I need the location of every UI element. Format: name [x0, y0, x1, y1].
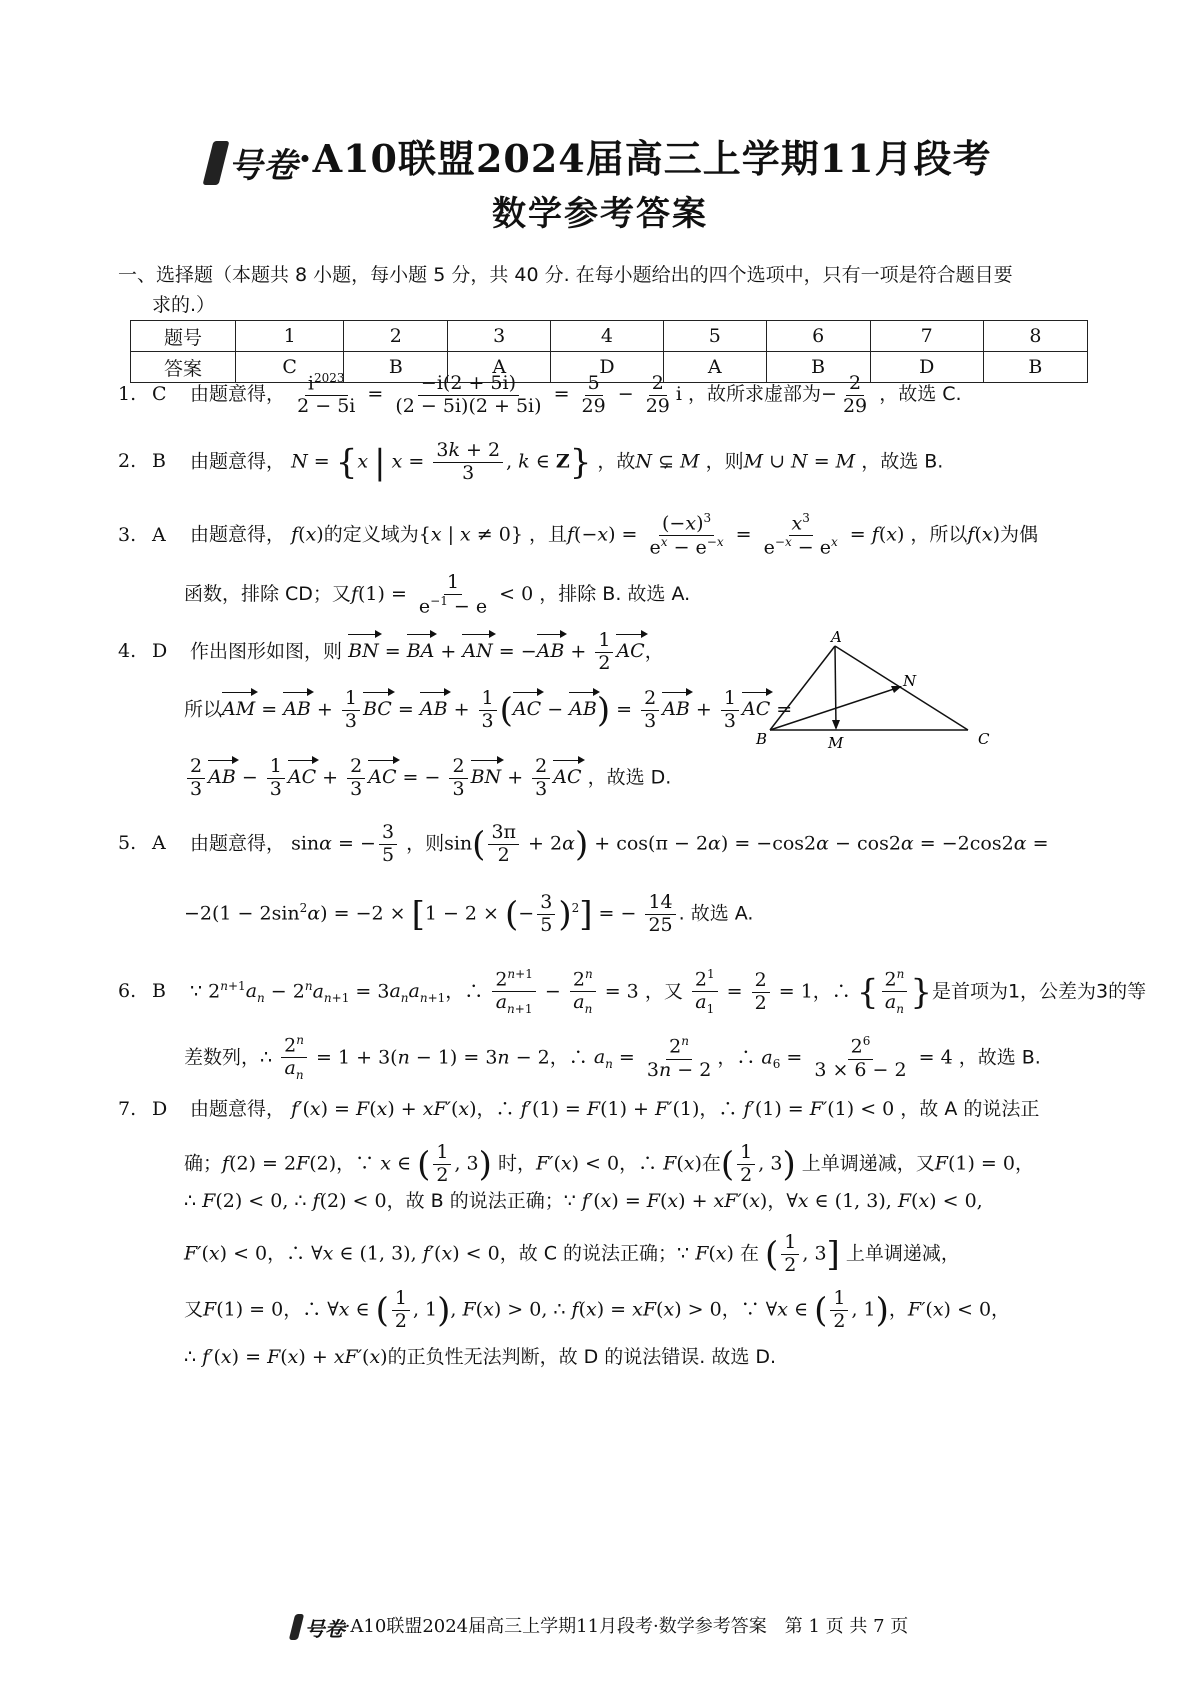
answer-cell: D [550, 352, 663, 383]
answer-cell: A [663, 352, 766, 383]
question-row-label: 题号 [131, 321, 236, 352]
section-heading: 一、选择题（本题共 8 小题，每小题 5 分，共 40 分. 在每小题给出的四个选项中，只有一项是符合题目要 求的.） [118, 264, 1013, 316]
label-b: B [756, 730, 768, 748]
solution-3-line-1: 3. A 由题意得， f(x)的定义域为{x | x ≠ 0} ，且f(−x) = $\frac{(-x)^3}{e^x - e^{-x}}$ = $\frac{x^3}{e^{-x} - e^x}$ = f(x) ，所以f(x)为偶 [118, 511, 1039, 559]
solution-7-line-1: 7. D 由题意得， f′(x) = F(x) + xF′(x)，∴ f′(1) = F(1) + F′(1)，∴ f′(1) = F′(1) < 0 ，故 A 的说法正 [118, 1098, 1040, 1120]
label-a: A [831, 630, 842, 646]
solution-7-line-5: 又F(1) = 0，∴ ∀x ∈ ( $\frac{1}{2}$ , 1), F(x) > 0, ∴ f(x) = xF(x) > 0，∵ ∀x ∈ ( $\frac{1}{2}$ , 1)，F′(x) < 0， [184, 1287, 1011, 1332]
question-cell: 1 [236, 321, 344, 352]
label-n: N [903, 672, 917, 690]
solution-7-line-6: ∴ f′(x) = F(x) + xF′(x)的正负性无法判断，故 D 的说法错误. 故选 D. [184, 1346, 777, 1368]
answer-cell: D [870, 352, 983, 383]
brand-logo: 号卷 [208, 138, 298, 187]
solution-7-line-3: ∴ F(2) < 0, ∴ f(2) < 0，故 B 的说法正确；∵ f′(x) = F(x) + xF′(x)，∀x ∈ (1, 3), F(x) < 0, [184, 1190, 983, 1212]
title-text: ·A10联盟2024届高三上学期11月段考 [298, 136, 992, 181]
solution-3-line-2: 函数，排除 CD；又f(1) = $\frac{1}{e^{-1} - e}$ < 0 ，排除 B. 故选 A. [184, 571, 691, 618]
answer-cell: B [344, 352, 448, 383]
solution-5-line-1: 5. A 由题意得， sinα = − $\frac{3}{5}$ ，则sin( $\frac{3\pi}{2}$ + 2α) + cos(π − 2α) = −cos2α − cos2α = −2cos2α = [118, 821, 1049, 866]
side-ac [835, 646, 968, 730]
solution-5-line-2: $-2(1 - 2\sin^2\alpha) = -2 \times [1 - 2$ × (− $\frac{3}{5}$ )$^2$] = − $\frac{14}{25}$ . 故选 A. [184, 891, 754, 936]
question-cell: 6 [766, 321, 870, 352]
question-cell: 3 [448, 321, 551, 352]
solution-2: 2. B 由题意得， N = {x | x = $\frac{3k + 2}{3}$ , k ∈ Z} ，故N ⊊ M ，则M ∪ N = M ，故选 B. [118, 439, 944, 484]
footer-brand-logo: 号卷 [292, 1613, 345, 1642]
page-footer [0, 1612, 1200, 1642]
question-cell: 7 [870, 321, 983, 352]
page-title [0, 128, 1200, 187]
brand-mark-icon [203, 141, 230, 185]
solution-4-line-2: 所以AM = AB + $\frac{1}{3}$ BC = AB + $\frac{1}{3}$ (AC − AB) = $\frac{2}{3}$ AB + $\frac{1}{3}$ AC = [184, 687, 793, 732]
side-ab [770, 646, 835, 730]
solution-4-line-3: $\frac{2}{3}$ AB − $\frac{1}{3}$ AC + $\frac{2}{3}$ AC = − $\frac{2}{3}$ BN + $\frac{2}{3}$ AC ，故选 D. [184, 756, 671, 801]
arrow-bn-head [891, 686, 902, 693]
answer-cell: A [448, 352, 551, 383]
question-row [131, 321, 1088, 352]
arrow-am-head [832, 720, 840, 730]
footer-text: ·A10联盟2024届高三上学期11月段考·数学参考答案 第 1 页 共 7 页 [344, 1616, 909, 1637]
answer-cell: B [983, 352, 1087, 383]
solution-4-line-1: 4. D 作出图形如图，则 BN = BA + AN = −AB + $\frac{1}{2}$ AC， [118, 629, 664, 674]
triangle-figure [750, 630, 1010, 760]
solution-7-line-4: F′(x) < 0，∴ ∀x ∈ (1, 3), f′(x) < 0，故 C 的说法正确；∵ F(x) 在 ( $\frac{1}{2}$ , 3] 上单调递减， [184, 1231, 960, 1276]
segment-am [835, 646, 836, 728]
solution-6-line-2: 差数列，∴ $\frac{2^n}{a_n}$ = 1 + 3(n − 1) = 3n − 2，∴ $a_n$ = $\frac{2^n}{3n - 2}$ ，∴ $a_6$ = $\frac{2^6}{3 \times 6 - 2}$ = 4 ，故选 B. [184, 1033, 1041, 1082]
question-cell: 4 [550, 321, 663, 352]
footer-brand-mark-icon [288, 1614, 303, 1640]
solution-1: 1. C 由题意得， $\frac{i^{2023}}{2 - 5i}$ = $\frac{-i(2 + 5i)}{(2 - 5i)(2 + 5i)}$ = $\frac{5}{29}$ − $\frac{2}{29}$ i ，故所求虚部为− $\frac{2}{29}$ ，故选 C. [118, 371, 962, 418]
solution-6-line-1: 6. B ∵ $2^{n+1}a_n - 2^na_{n+1} = 3a_na_{n+1}$，∴ $\frac{2^{n+1}}{a_{n+1}}$ − $\frac{2^n}{a_n}$ = 3 ，又 $\frac{2^1}{a_1}$ = $\frac{2}{2}$ = 1，∴ { $\frac{2^n}{a_n}$ }是首项为1，公差为3的等 [118, 967, 1147, 1016]
label-m: M [828, 734, 844, 752]
solution-7-line-2: 确；f(2) = 2F(2)，∵ x ∈ ( $\frac{1}{2}$ , 3) 时，F′(x) < 0，∴ F(x)在( $\frac{1}{2}$ , 3) 上单调递减，又F(1) = 0， [184, 1141, 1034, 1186]
answer-cell: B [766, 352, 870, 383]
answer-cell: C [236, 352, 344, 383]
answer-row-label: 答案 [131, 352, 236, 383]
page-subtitle: 数学参考答案 [492, 194, 708, 234]
question-cell: 5 [663, 321, 766, 352]
label-c: C [978, 730, 990, 748]
question-cell: 8 [983, 321, 1087, 352]
question-cell: 2 [344, 321, 448, 352]
